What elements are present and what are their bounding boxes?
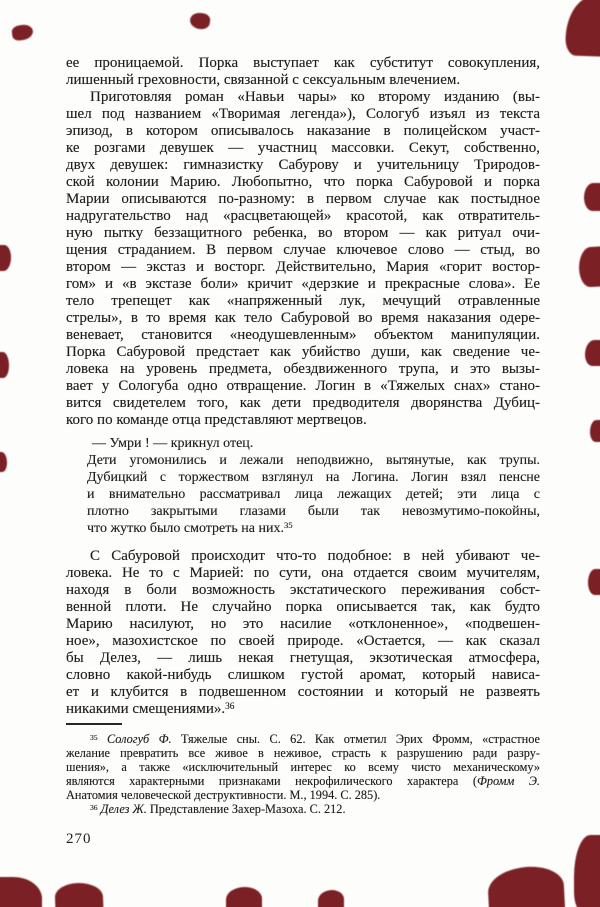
roman-text: надругательство над «расцветающей» красотой, как отвратитель- — [66, 208, 540, 224]
roman-text: являются характерными признаками некрофилического характера ( — [66, 774, 477, 788]
roman-text: двух девушек: гимназистку Сабурову и учительницу Триродов- — [66, 157, 540, 173]
text-line — [87, 486, 540, 503]
footnote-marker: 35 — [283, 520, 293, 531]
roman-text: Марии описываются по-разному: в первом случае как постыдное — [66, 191, 540, 207]
text-line — [66, 242, 540, 259]
text-line — [66, 259, 540, 276]
roman-text: находя в боли возможность экстатического переживания собст- — [66, 582, 540, 598]
scan-artifact — [189, 12, 211, 30]
text-line — [66, 633, 540, 650]
scan-artifact — [226, 887, 262, 907]
roman-text: что жутко было смотреть на них. — [87, 521, 284, 536]
roman-text: Тяжелые сны. С. 62. Как отметил Эрих Фромм, «страстное — [171, 732, 540, 746]
roman-text: С Сабуровой происходит что-то подобное: в ней убивают че- — [90, 548, 540, 564]
scan-artifact — [565, 0, 600, 57]
scan-artifact — [588, 569, 600, 595]
text-line — [66, 293, 540, 310]
text-line — [66, 55, 540, 72]
text-line — [66, 327, 540, 344]
text-line — [66, 616, 540, 633]
roman-text: Анатомия человеческой деструктивности. М., 1994. С. 285). — [66, 788, 381, 802]
roman-text: лишенный греховности, связанной с сексуальным влечением. — [66, 72, 461, 88]
roman-text: и внимательно рассматривал лица лежащих детей; эти лица с — [87, 487, 540, 502]
roman-text: ловека. Не то с Марией: по сути, она отдается своим мучителям, — [66, 565, 540, 581]
roman-text: ловека на уровень предмета, обездвиженного трупа, и это вызы- — [66, 361, 540, 377]
roman-text: желание превратить все живое в неживое, страсть к разрушению ради разру- — [66, 746, 540, 760]
text-line — [66, 310, 540, 327]
roman-text: Марию насилуют, но это насилие «отклоненное», «подвешен- — [66, 616, 540, 632]
roman-text: никакими смещениями». — [66, 701, 226, 717]
text-line — [87, 435, 540, 452]
scan-artifact — [584, 183, 600, 211]
text-line — [66, 276, 540, 293]
footnote-marker: 36 — [90, 802, 98, 812]
footnote-marker: 35 — [90, 732, 98, 742]
scan-artifact — [55, 882, 104, 907]
text-line — [66, 802, 540, 816]
roman-text: плотно закрытыми глазами были так невозмутимо-покойны, — [87, 504, 540, 519]
scan-artifact — [318, 890, 344, 907]
text-line — [66, 395, 540, 412]
text-line — [66, 548, 540, 565]
block-quote — [87, 435, 540, 537]
roman-text: втором — экстаз и восторг. Действительно, Мария «горит востор- — [66, 259, 540, 275]
text-line — [66, 140, 540, 157]
text-line — [66, 667, 540, 684]
text-line — [66, 760, 540, 774]
scan-artifact — [0, 245, 11, 271]
text-line — [66, 361, 540, 378]
text-line — [66, 788, 540, 802]
scan-artifact — [0, 877, 42, 907]
roman-text: Дубицкий с торжеством взглянул на Логина. Логин взял пенсне — [87, 470, 540, 485]
scan-artifact — [0, 452, 7, 472]
roman-text: шел под названием «Творимая легенда»), Сологуб изъял из текста — [66, 106, 540, 122]
text-line — [87, 452, 540, 469]
footnote-marker: 36 — [225, 701, 235, 712]
roman-text: венной плоти. Не случайно порка описывается так, как будто — [66, 599, 540, 615]
text-line — [66, 106, 540, 123]
roman-text: эпизод, в котором описывалось наказание в полицейском участ- — [66, 123, 540, 139]
text-column — [66, 55, 540, 816]
text-line — [66, 412, 540, 429]
text-line — [66, 191, 540, 208]
roman-text: ную пытку беззащитного ребенка, во втором — как ритуал очи- — [66, 225, 540, 241]
text-line — [66, 565, 540, 582]
roman-text: Представление Захер-Мазоха. С. 212. — [146, 802, 346, 816]
text-line — [87, 469, 540, 486]
roman-text: вает у Сологуба одно отвращение. Логин в «Тяжелых снах» стано- — [66, 378, 540, 394]
text-line — [66, 157, 540, 174]
roman-text: ее проницаемой. Порка выступает как субститут совокупления, — [66, 55, 540, 71]
scan-artifact — [574, 835, 600, 907]
roman-text: тело трепещет как «напряженный лук, мечущий отравленные — [66, 293, 540, 309]
roman-text: Порка Сабуровой предстает как убийство души, как сведение че- — [66, 344, 540, 360]
italic-text: Сологуб Ф. — [97, 732, 172, 746]
scan-artifact — [11, 24, 34, 42]
text-line — [87, 520, 540, 537]
text-line — [66, 582, 540, 599]
scan-artifact — [0, 352, 9, 378]
text-line — [66, 344, 540, 361]
text-line — [87, 503, 540, 520]
page-number: 270 — [66, 831, 92, 847]
footnote-separator — [66, 723, 122, 725]
text-line — [66, 378, 540, 395]
roman-text: стрелы», в то время как тело Сабуровой во время наказания одере- — [66, 310, 540, 326]
text-line — [66, 650, 540, 667]
text-line — [66, 89, 540, 106]
roman-text: гом» и «в экстазе боли» кричит «дерзкие и прекрасные слова». Ее — [66, 276, 540, 292]
footnotes — [66, 732, 540, 816]
roman-text: Дети угомонились и лежали неподвижно, вытянутые, как трупы. — [87, 453, 540, 468]
paragraph-1 — [66, 55, 540, 89]
text-line — [66, 72, 540, 89]
scan-artifact — [487, 865, 565, 907]
text-line — [66, 732, 540, 746]
paragraph-3 — [66, 548, 540, 718]
scan-artifact — [590, 420, 600, 442]
roman-text: ской колонии Марию. Любопытно, что порка Сабуровой и порка — [66, 174, 540, 190]
text-line — [66, 774, 540, 788]
roman-text: кого по команде отца представляют мертвецов. — [66, 412, 367, 428]
roman-text: веневает, становится «неодушевленным» объектом манипуляции. — [66, 327, 540, 343]
roman-text: щения страданием. В первом случае ключевое слово — стыд, во — [66, 242, 540, 258]
text-line — [66, 225, 540, 242]
scan-artifact — [578, 246, 600, 287]
text-line — [66, 746, 540, 760]
text-line — [66, 684, 540, 701]
roman-text: вится свидетелем того, как дети предводителя дворянства Дубиц- — [66, 395, 540, 411]
roman-text: бы Делез, — лишь некая гнетущая, экзотическая атмосфера, — [66, 650, 540, 666]
roman-text: ке розгами девушек — участниц массовки. Секут, собственно, — [66, 140, 540, 156]
scan-artifact — [585, 340, 600, 366]
roman-text: словно какой-нибудь слишком густой аромат, который нависа- — [66, 667, 540, 683]
roman-text: шения», а также «исключительный интерес ко всему чисто механическому» — [66, 760, 540, 774]
italic-text: Делез Ж. — [97, 802, 147, 816]
roman-text: Приготовляя роман «Навьи чары» ко второму изданию (вы- — [90, 89, 540, 105]
text-line — [66, 701, 540, 718]
paragraph-2 — [66, 89, 540, 429]
text-line — [66, 208, 540, 225]
italic-text: Фромм Э. — [476, 774, 540, 788]
roman-text: — Умри ! — крикнул отец. — [92, 436, 254, 451]
roman-text: ное», мазохистское по своей природе. «Остается, — как сказал — [66, 633, 540, 649]
text-line — [66, 599, 540, 616]
text-line — [66, 123, 540, 140]
roman-text: ет и клубится в подвешенном состоянии и который не развеять — [66, 684, 540, 700]
text-line — [66, 174, 540, 191]
